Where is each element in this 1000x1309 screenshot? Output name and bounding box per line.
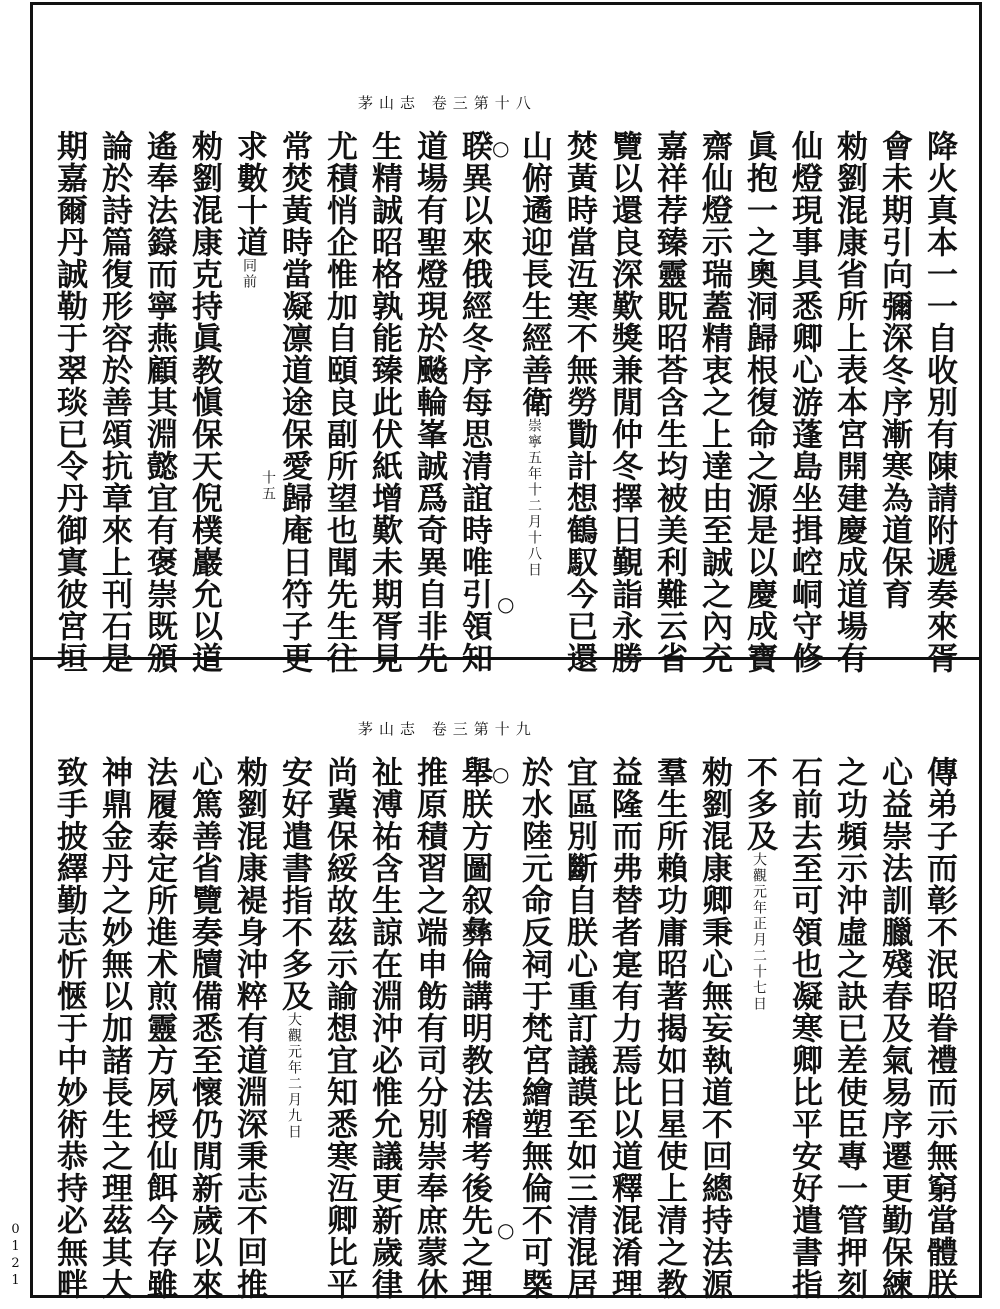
date-note-1: 崇寧五年十二月十八日	[526, 418, 542, 578]
top-col-4: 仙燈現事具悉卿心游蓬島坐揖崆峒守修	[786, 130, 822, 674]
top-col-10-text: 山俯遹迎長生經善衛	[516, 130, 552, 418]
bottom-col-18: 法履泰定所進术煎靈方夙授仙餌今存雖	[141, 756, 177, 1300]
bottom-col-14: 尚冀保綏故茲示諭想宜知悉寒沍卿比平	[321, 756, 357, 1300]
date-note-3: 大觀元年二月九日	[286, 1012, 302, 1140]
top-col-17: 勑劉混康克持眞教愼保天倪樸巖允以道	[186, 130, 222, 674]
bottom-col-16: 勑劉混康褆身沖粹有道淵深秉志不回推	[231, 756, 267, 1300]
circle-marker-3: ○	[492, 762, 510, 786]
bottom-col-7: 羣生所賴功庸昭著揭如日星使上清之教	[651, 756, 687, 1300]
top-col-11: 聧異以來俄經冬序每思清誼時唯引領知	[456, 130, 492, 674]
circle-marker-4: ○	[497, 1218, 515, 1242]
top-columns	[40, 130, 960, 674]
top-col-10	[512, 130, 556, 578]
bottom-col-5-text: 不多及	[741, 756, 777, 852]
circle-marker-1: ○	[492, 136, 510, 160]
bottom-col-10: 於水陸元命反祠于梵宮繪塑無倫不可槩	[516, 756, 552, 1300]
bottom-col-5	[737, 756, 781, 1012]
top-col-3: 勑劉混康省所上表本宮開建慶成道場有	[831, 130, 867, 674]
bottom-col-11: 舉朕方圖叙彝倫講明教法稽考後先之理	[456, 756, 492, 1300]
top-col-7: 嘉祥荐臻靈貺昭荅含生均被美利難云省	[651, 130, 687, 674]
circle-marker-2: ○	[497, 592, 515, 616]
bottom-header: 茅山志 卷三第十九	[358, 720, 537, 738]
bottom-col-15	[272, 756, 316, 1140]
bottom-col-4: 石前去至可領也凝寒卿比平安好遣書指	[786, 756, 822, 1300]
top-header: 茅山志 卷三第十八	[358, 94, 537, 112]
top-col-2: 會未期引向彌深冬序漸寒為道保育	[876, 130, 912, 610]
bottom-columns	[40, 756, 960, 1300]
bottom-col-2: 心益崇法訓臘殘春及氣易序遷更勤保練	[876, 756, 912, 1300]
bottom-col-15-text: 安好遣書指不多及	[276, 756, 312, 1012]
date-note-2: 大觀元年正月二十七日	[751, 852, 767, 1012]
bottom-col-6: 勑劉混康卿秉心無妄執道不回總持法源	[696, 756, 732, 1300]
same-note: 同前	[241, 258, 257, 290]
top-col-6: 齋仙燈示瑞蓋精衷之上達由至誠之內充	[696, 130, 732, 674]
top-col-15: 常焚黃時當凝凛道途保愛歸庵日符子更	[276, 130, 312, 674]
top-col-16	[227, 130, 271, 290]
page-number: 0121	[8, 1222, 23, 1290]
bottom-col-1: 傳弟子而彰不泯昭眷禮而示無窮當體朕	[921, 756, 957, 1300]
top-col-9: 焚黃時當沍寒不無勞勩計想鶴馭今已還	[561, 130, 597, 674]
top-col-8: 覽以還良深歎獎兼閒仲冬擇日覲詣永勝	[606, 130, 642, 674]
bottom-col-9: 宜區別斷自朕心重訂議謨至如三清混居	[561, 756, 597, 1300]
top-col-5: 眞抱一之奧洞歸根復命之源是以慶成寶	[741, 130, 777, 674]
folio-note: 十五	[260, 470, 276, 502]
top-col-1: 降火真本一一自收別有陳請附遞奏來胥	[921, 130, 957, 674]
bottom-col-12: 推原積習之端申飭有司分別崇奉庶蒙休	[411, 756, 447, 1300]
top-col-18: 遙奉法籙而寧燕顧其淵懿宜有褒崇既頒	[141, 130, 177, 674]
bottom-panel	[40, 718, 960, 1300]
top-col-14: 尤積悄企惟加自頤良副所望也聞先生往	[321, 130, 357, 674]
bottom-col-20: 致手披繹勤志忻愜于中妙術恭持必無畔	[51, 756, 87, 1300]
top-col-12: 道場有聖燈現於飈輪峯誠爲奇異自非先	[411, 130, 447, 674]
top-col-19: 論於詩篇復形容於善頌抗章來上刊石是	[96, 130, 132, 674]
top-col-13: 生精誠昭格孰能臻此伏紙增歎未期胥見	[366, 130, 402, 674]
top-col-16-text: 求數十道	[231, 130, 267, 258]
bottom-col-13: 祉溥祐含生諒在淵沖必惟允議更新歲律	[366, 756, 402, 1300]
bottom-col-17: 心篤善省覽奏牘備悉至懷仍閒新歲以來	[186, 756, 222, 1300]
bottom-col-19: 神鼎金丹之妙無以加諸長生之理茲其大	[96, 756, 132, 1300]
bottom-col-3: 之功頻示沖虛之訣已差使臣專一管押刻	[831, 756, 867, 1300]
bottom-col-8: 益隆而弗替者寔有力焉比以道釋混淆理	[606, 756, 642, 1300]
top-col-20: 期嘉爾丹誠勒于翠琰已令丹御寘彼宮垣	[51, 130, 87, 674]
top-panel	[40, 92, 960, 674]
